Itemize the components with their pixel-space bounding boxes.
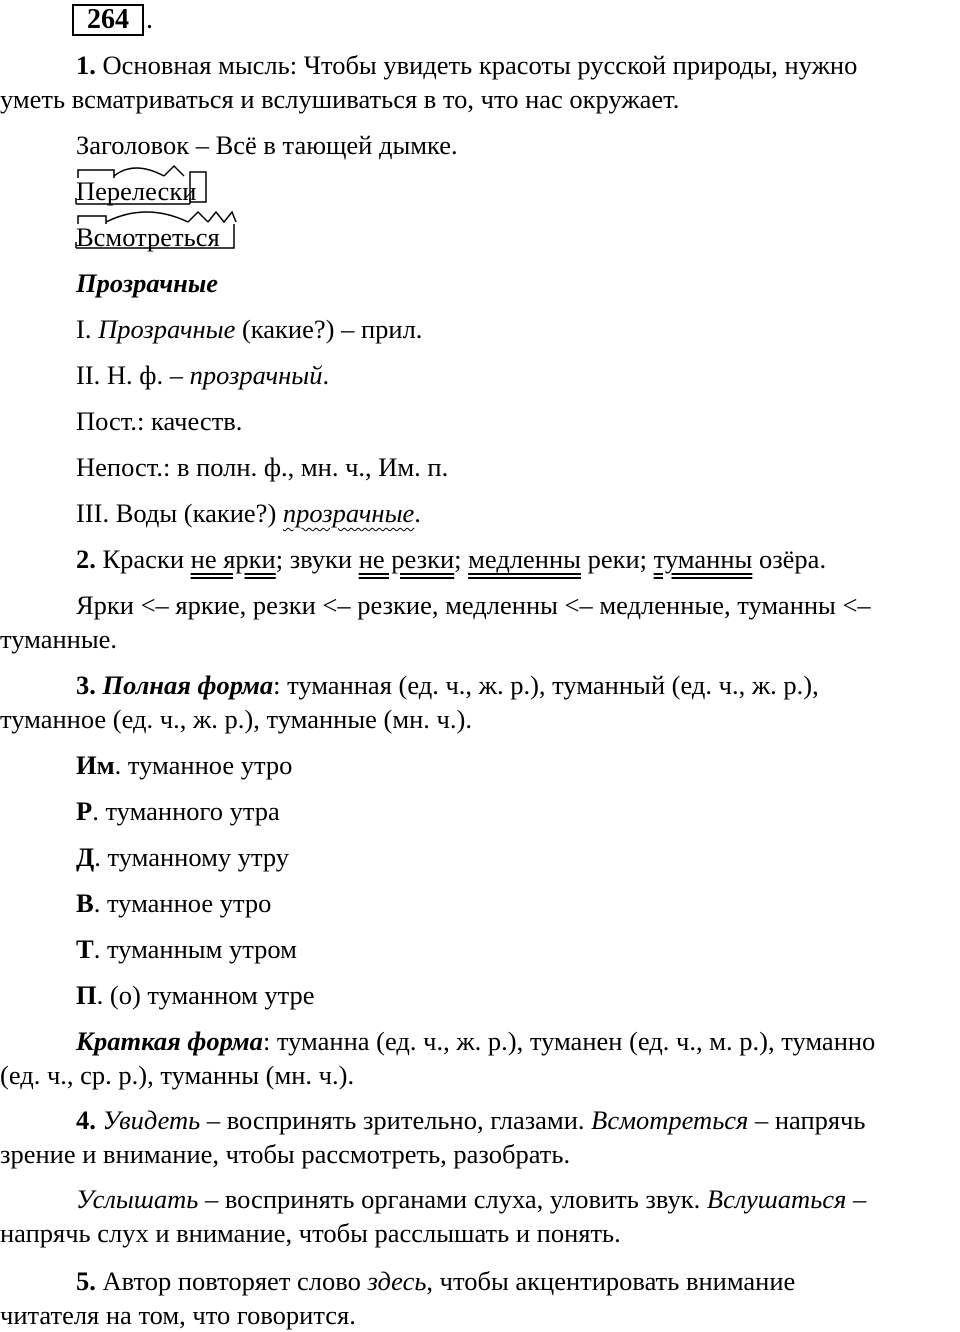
case-text-0: . туманное утро xyxy=(114,750,293,780)
p2-t4: реки; xyxy=(580,544,654,574)
case-line-5 xyxy=(0,978,960,1012)
p2-line3: туманные. xyxy=(0,624,118,654)
case-name-4: Т xyxy=(76,934,94,964)
p4-w1: Увидеть xyxy=(102,1105,201,1135)
morph-word: Прозрачные xyxy=(76,268,219,298)
case-line-0 xyxy=(0,748,960,782)
p5-t2: , чтобы акцентировать внимание xyxy=(426,1266,796,1296)
morph-l2-word: прозрачный xyxy=(189,360,323,390)
morph-l2-end: . xyxy=(322,360,330,390)
morph-line4: Непост.: в полн. ф., мн. ч., Им. п. xyxy=(76,452,449,482)
p2-t1: Краски xyxy=(95,544,191,574)
p2-u2: не резки xyxy=(358,544,455,574)
case-name-1: Р xyxy=(76,796,93,826)
p2-t5: озёра. xyxy=(752,544,827,574)
p4-line4: напрячь слух и внимание, чтобы расслышать и понять. xyxy=(0,1218,621,1248)
case-text-4: . туманным утром xyxy=(93,934,297,964)
p4-num: 4. xyxy=(76,1105,96,1135)
p2-line2: Ярки <– яркие, резки <– резкие, медленны <– медленные, туманны <– xyxy=(76,590,871,620)
p2-line1 xyxy=(0,542,960,576)
p2-u3: медленны xyxy=(468,544,581,574)
case-line-4 xyxy=(0,932,960,966)
case-text-1: . туманного утра xyxy=(92,796,280,826)
p4-line2: зрение и внимание, чтобы рассмотреть, разобрать. xyxy=(0,1139,571,1169)
p3-num: 3. xyxy=(76,670,96,700)
morph-line2 xyxy=(0,358,960,392)
p3-line2: туманное (ед. ч., ж. р.), туманные (мн. ч.). xyxy=(0,704,472,734)
p1-line1 xyxy=(0,48,960,82)
case-name-3: В xyxy=(76,888,94,918)
morpheme-marks-1 xyxy=(76,162,216,208)
p2-u4: туманны xyxy=(653,544,753,574)
p4-w3: Услышать xyxy=(76,1184,199,1214)
exercise-number: 264 xyxy=(72,4,144,36)
parse-word-2-text: Всмотреться xyxy=(76,222,220,252)
p4-t4: – xyxy=(846,1184,867,1214)
p4-t1: – воспринять зрительно, глазами. xyxy=(200,1105,592,1135)
case-text-2: . туманному утру xyxy=(94,842,290,872)
p4-line3 xyxy=(0,1182,960,1216)
morph-line1 xyxy=(0,312,960,346)
p3-line1-rest: : туманная (ед. ч., ж. р.), туманный (ед. ч., ж. р.), xyxy=(273,670,819,700)
morph-l2-text: II. Н. ф. – xyxy=(76,360,190,390)
morph-line3: Пост.: качеств. xyxy=(76,406,243,436)
p5-t1: Автор повторяет слово xyxy=(95,1266,368,1296)
p4-t3: – воспринять органами слуха, уловить звук. xyxy=(198,1184,707,1214)
p5-num: 5. xyxy=(76,1266,96,1296)
morph-l5-word: прозрачные xyxy=(282,498,415,528)
title-line: Заголовок – Всё в тающей дымке. xyxy=(76,130,458,160)
case-line-3 xyxy=(0,886,960,920)
case-line-2 xyxy=(0,840,960,874)
p4-w4: Вслушаться xyxy=(706,1184,847,1214)
morph-l1-num: I. xyxy=(76,314,99,344)
p3-line1 xyxy=(0,668,960,702)
p4-line1 xyxy=(0,1103,960,1137)
morph-l5-end: . xyxy=(414,498,421,528)
short-form-label: Краткая форма xyxy=(76,1026,263,1056)
p4-t2: – напрячь xyxy=(748,1105,866,1135)
p2-u1: не ярки xyxy=(190,544,276,574)
p1-line2: уметь всматриваться и вслушиваться в то, что нас окружает. xyxy=(0,84,680,114)
morpheme-marks-2 xyxy=(76,208,246,254)
p3-label: Полная форма xyxy=(102,670,274,700)
case-name-2: Д xyxy=(76,842,95,872)
p4-w2: Всмотреться xyxy=(591,1105,749,1135)
p5-w1: здесь xyxy=(367,1266,427,1296)
case-text-5: . (о) туманном утре xyxy=(96,980,315,1010)
morph-l5-text: III. Воды (какие?) xyxy=(76,498,283,528)
morph-l1-word: Прозрачные xyxy=(98,314,236,344)
short-form-line1 xyxy=(0,1024,960,1058)
p5-line1 xyxy=(0,1264,960,1298)
case-line-1 xyxy=(0,794,960,828)
case-name-5: П xyxy=(76,980,97,1010)
parse-word-vsmotretsya xyxy=(76,220,220,254)
p1-num: 1. xyxy=(76,50,96,80)
parse-word-perelesky xyxy=(76,174,196,208)
morph-line5 xyxy=(0,496,960,530)
exercise-number-dot: . xyxy=(146,4,153,35)
p1-line1-text: Основная мысль: Чтобы увидеть красоты русской природы, нужно xyxy=(95,50,858,80)
p2-t3: ; xyxy=(454,544,469,574)
morph-l1-rest: (какие?) – прил. xyxy=(235,314,423,344)
parse-word-1-text: Перелески xyxy=(76,176,197,206)
short-form-line2: (ед. ч., ср. р.), туманны (мн. ч.). xyxy=(0,1060,355,1090)
case-name-0: Им xyxy=(76,750,115,780)
p2-t2: ; звуки xyxy=(275,544,359,574)
p5-line2: читателя на том, что говорится. xyxy=(0,1300,356,1330)
case-text-3: . туманное утро xyxy=(93,888,272,918)
short-form-rest: : туманна (ед. ч., ж. р.), туманен (ед. ч., м. р.), туманно xyxy=(262,1026,876,1056)
p2-num: 2. xyxy=(76,544,96,574)
